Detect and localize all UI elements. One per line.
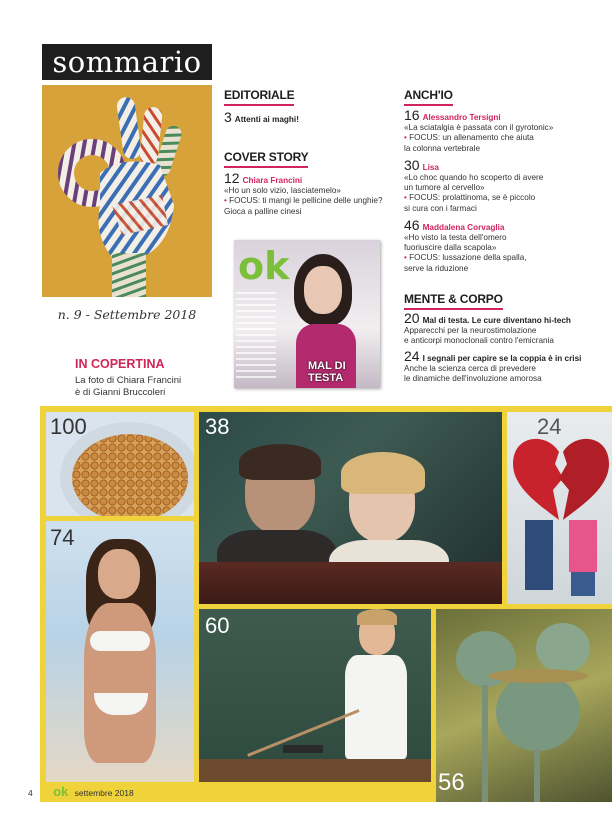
cover-logo: ok: [238, 244, 290, 288]
in-copertina-heading: IN COPERTINA: [75, 357, 165, 371]
page-number-56: 56: [438, 769, 465, 796]
page-number-38: 38: [205, 414, 230, 439]
footer-page-number: 4: [28, 788, 33, 798]
page-number-24: 24: [537, 414, 562, 439]
page-footer: [28, 784, 134, 799]
photo-film-scene[interactable]: [199, 412, 502, 604]
anchio-section: [404, 86, 604, 274]
footer-date: settembre 2018: [74, 788, 134, 798]
photo-broken-heart[interactable]: [507, 412, 612, 604]
cover-story-heading: COVER STORY: [224, 150, 308, 168]
ok-hand-illustration: [42, 85, 212, 297]
photo-beach-woman[interactable]: [46, 521, 194, 782]
cover-story-section: [224, 148, 394, 217]
page-number-60: 60: [205, 613, 230, 638]
mente-corpo-section: [404, 290, 604, 384]
masthead: sommario: [42, 44, 212, 80]
issue-date: n. 9 - Settembre 2018: [57, 307, 197, 322]
in-copertina-text: La foto di Chiara Francini è di Gianni Bruccoleri: [75, 375, 182, 398]
photo-poppy-pods[interactable]: [436, 609, 612, 802]
broken-heart-icon: [507, 412, 612, 604]
editoriale-heading: EDITORIALE: [224, 88, 294, 106]
editoriale-entry[interactable]: 3 Attenti ai maghi!: [224, 109, 299, 125]
anchio-entry[interactable]: 30 Lisa «Lo choc quando ho scoperto di avere un tumore al cervello» • FOCUS: prolattinoma, se è piccolo si cura con i farmaci: [404, 156, 544, 213]
mente-corpo-entry[interactable]: 20 Mal di testa. Le cure diventano hi-tech Apparecchi per la neurostimolazione e anticorpi monoclonali contro l'emicrania: [404, 310, 571, 346]
mente-corpo-heading: MENTE & CORPO: [404, 292, 503, 310]
cover-illustration: [42, 85, 212, 297]
page-number-100: 100: [50, 414, 87, 439]
anchio-heading: ANCH'IO: [404, 88, 453, 106]
cover-story-entry[interactable]: 12 Chiara Francini «Ho un solo vizio, lasciatemelo» • FOCUS: ti mangi le pellicine delle unghie? Gioca a palline cinesi: [224, 170, 383, 216]
cover-headline: MAL DI TESTA: [308, 360, 346, 384]
photo-boy-chalkboard[interactable]: [199, 609, 431, 782]
mente-corpo-entry[interactable]: 24 I segnali per capire se la coppia è in crisi Anche la scienza cerca di prevedere le dinamiche dell'involuzione amorosa: [404, 347, 582, 384]
page-number-74: 74: [50, 525, 75, 550]
editoriale-section: [224, 86, 384, 125]
photo-chickpeas[interactable]: [46, 412, 194, 516]
magazine-cover: [234, 240, 380, 388]
anchio-entry[interactable]: 16 Alessandro Tersigni «La sciatalgia è passata con il gyrotonic» • FOCUS: un allenamento che aiuta la colonna vertebrale: [404, 107, 554, 153]
anchio-entry[interactable]: 46 Maddalena Corvaglia «Ho visto la testa dell'omero fuoriuscire dalla scapola» • FOCUS: lussazione della spalla, serve la riduzione: [404, 216, 527, 273]
footer-logo: ok: [53, 784, 69, 799]
cover-face: [304, 266, 342, 314]
